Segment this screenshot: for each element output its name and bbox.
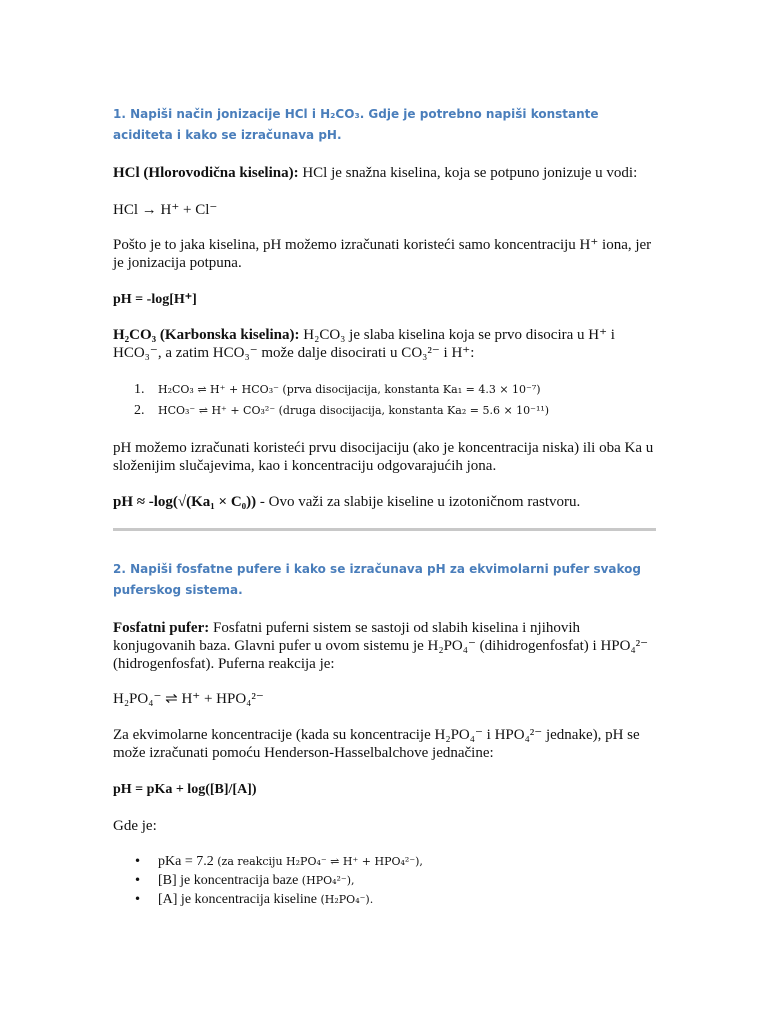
weak-ph-line <box>113 493 658 511</box>
h2co3-label: H₂CO₃ (Karbonska kiselina): <box>113 327 300 343</box>
buffer-intro <box>113 619 658 673</box>
buffer-text: Fosfatni puferni sistem se sastoji od slabih kiselina i njihovih konjugovanih baza. Glavni pufer u ovom sistemu je H₂PO₄⁻ (dihidrogenfosfat) i HPO₄²⁻ (hidrogenfosfat). Puferna reakcija je: <box>113 620 649 672</box>
bullet-text: (HPO₄²⁻), <box>298 874 355 887</box>
weak-ph-note: - Ovo važi za slabije kiseline u izotoničnom rastvoru. <box>256 494 581 510</box>
definition-list <box>113 852 658 909</box>
list-item <box>113 871 658 890</box>
weak-acid-text: pH možemo izračunati koristeći prvu disocijaciju (ako je koncentracija niska) ili oba Ka u složenijim slučajevima, kao i koncentraciju odgovarajućih jona. <box>113 440 654 474</box>
strong-acid-text: Pošto je to jaka kiselina, pH možemo izračunati koristeći samo koncentraciju H⁺ iona, jer je jonizacija potpuna. <box>113 237 652 271</box>
bullet-icon: • <box>134 892 142 906</box>
buffer-reaction: H₂PO₄⁻ ⇌ H⁺ + HPO₄²⁻ <box>113 691 264 707</box>
dissociation-text: H₂CO₃ ⇌ H⁺ + HCO₃⁻ (prva disocijacija, konstanta Ka₁ = 4.3 × 10⁻⁷) <box>158 383 541 396</box>
bullet-lead: [B] je koncentracija baze <box>158 873 299 888</box>
h2co3-text: H₂CO₃ je slaba kiselina koja se prvo disocira u H⁺ i HCO₃⁻, a zatim HCO₃⁻ može dalje disocirati u CO₃²⁻ i H⁺: <box>113 327 615 361</box>
bullet-text: (H₂PO₄⁻). <box>316 893 374 906</box>
bullet-icon: • <box>134 854 142 868</box>
bullet-text: (za reakciju H₂PO₄⁻ ⇌ H⁺ + HPO₄²⁻), <box>213 855 423 868</box>
bullet-icon: • <box>134 873 142 887</box>
equimolar-text: Za ekvimolarne koncentracije (kada su koncentracije H₂PO₄⁻ i HPO₄²⁻ jednake), pH se može izračunati pomoću Henderson-Hasselbalchove jednačine: <box>113 727 640 761</box>
list-item <box>113 400 658 421</box>
hcl-intro-text: HCl je snažna kiselina, koja se potpuno jonizuje u vodi: <box>298 165 638 181</box>
h2co3-intro <box>113 326 658 362</box>
hh-formula: pH = pKa + log([B]/[A]) <box>113 782 257 797</box>
list-item <box>113 379 658 400</box>
hcl-intro <box>113 164 658 182</box>
bullet-lead: pKa = 7.2 <box>158 854 214 869</box>
section-divider <box>113 528 656 531</box>
list-marker: 1. <box>134 382 145 397</box>
ph-formula: pH = -log[H⁺] <box>113 292 197 307</box>
hcl-reaction: HCl → H⁺ + Cl⁻ <box>113 202 218 218</box>
bullet-lead: [A] je koncentracija kiseline <box>158 892 317 907</box>
buffer-label: Fosfatni pufer: <box>113 620 210 636</box>
list-item <box>113 890 658 909</box>
hcl-intro-label: HCl (Hlorovodična kiselina): <box>113 165 299 181</box>
section1-heading: 1. Napiši način jonizacije HCl i H₂CO₃. Gdje je potrebno napiši konstante aciditeta i kako se izračunava pH. <box>113 107 599 142</box>
dissociation-text: HCO₃⁻ ⇌ H⁺ + CO₃²⁻ (druga disocijacija, konstanta Ka₂ = 5.6 × 10⁻¹¹) <box>158 404 550 417</box>
list-item <box>113 852 658 871</box>
dissociation-list <box>113 379 658 421</box>
weak-ph-formula: pH ≈ -log(√(Ka₁ × C₀)) <box>113 494 257 510</box>
list-marker: 2. <box>134 403 145 418</box>
section2-heading: 2. Napiši fosfatne pufere i kako se izračunava pH za ekvimolarni pufer svakog puferskog sistema. <box>113 562 642 597</box>
where-label: Gde je: <box>113 818 157 834</box>
